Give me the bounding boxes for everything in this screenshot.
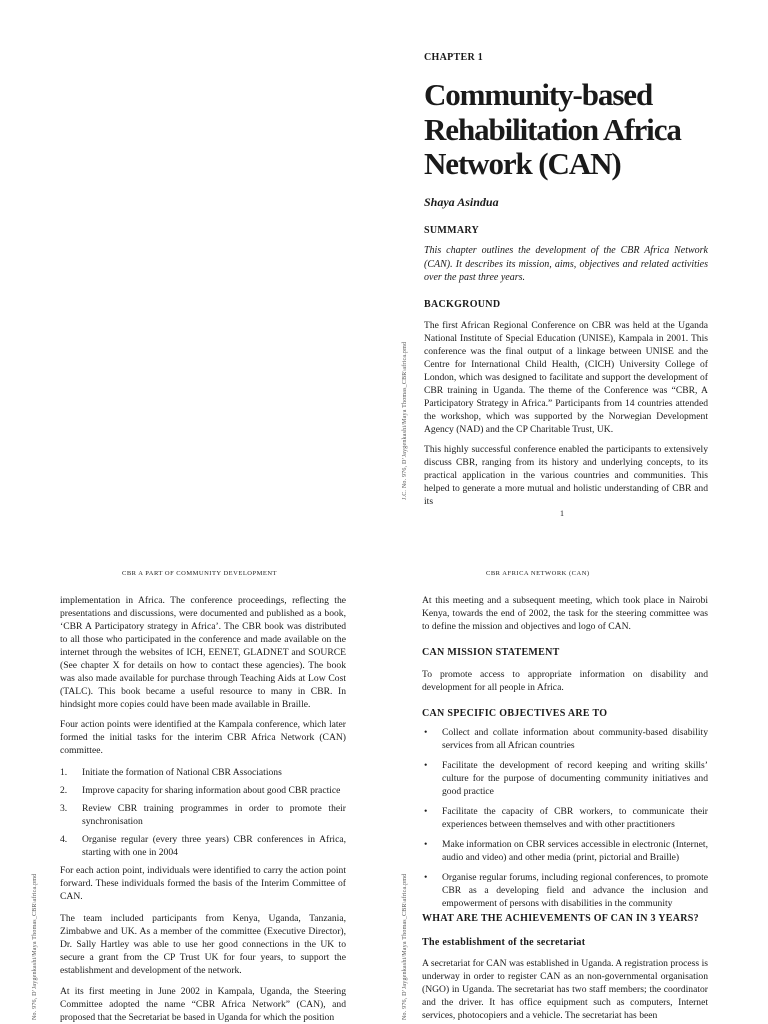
objectives-list bbox=[422, 726, 708, 917]
list-number: 1. bbox=[60, 767, 68, 778]
list-number: 2. bbox=[60, 785, 68, 796]
list-item bbox=[60, 766, 346, 779]
side-file-label-left: No. 976, D’Jaygenkashi/Maya Thomas_CBR\africa.pmd bbox=[32, 873, 38, 1020]
list-item bbox=[60, 802, 346, 828]
bullet-icon: • bbox=[424, 806, 428, 817]
list-item bbox=[422, 838, 708, 864]
list-item bbox=[422, 759, 708, 798]
bullet-icon: • bbox=[424, 839, 428, 850]
author-name: Shaya Asindua bbox=[424, 195, 499, 209]
summary-text: This chapter outlines the development of the CBR Africa Network (CAN). It describes its mission, aims, objectives and related activities over the past three years. bbox=[424, 245, 708, 283]
action-points-list bbox=[60, 766, 346, 864]
summary-heading: SUMMARY bbox=[424, 225, 480, 236]
list-item bbox=[422, 726, 708, 752]
left-paragraph-5: At its first meeting in June 2002 in Kampala, Uganda, the Steering Committee adopted the name “CBR Africa Network” (CAN), and proposed that the Secretariat be based in Uganda for which the position bbox=[60, 986, 346, 1023]
list-text: Organise regular forums, including regional conferences, to promote CBR as a developing field and advance the inclusion and empowerment of persons with disabilities in the community bbox=[442, 872, 708, 909]
list-text: Facilitate the development of record keeping and writing skills’ culture for the purpose of documenting community initiatives and good practice bbox=[442, 760, 708, 797]
left-paragraph-3: For each action point, individuals were identified to carry the action point forward. These individuals formed the basis of the Interim Committee of CAN. bbox=[60, 865, 346, 902]
left-paragraph-2: Four action points were identified at the Kampala conference, which later formed the initial tasks for the interim CBR Africa Network (CAN) committee. bbox=[60, 719, 346, 756]
background-paragraph-1: The first African Regional Conference on CBR was held at the Uganda National Institute of Special Education (UNISE), Kampala in 2001. This conference was the final output of a linkage between UNISE and the Centre for International Child Health, (CICH) University College of London, which was designed to facilitate and support the development of CBR training in Uganda. The theme of the Conference was “CBR, A Participatory Strategy in Africa.” Participants from 14 countries attended the workshop, which was supported by the Norwegian Development Agency (NAD) and the CP Charitable Trust, UK. bbox=[424, 320, 708, 435]
background-paragraph-2: This highly successful conference enabled the participants to extensively discuss CBR, ranging from its history and underlying concepts, to its practical application in the various countries and communities. This helped to generate a more mutual and holistic understanding of CBR and its bbox=[424, 444, 708, 507]
list-text: Improve capacity for sharing information about good CBR practice bbox=[82, 785, 341, 796]
list-item bbox=[422, 805, 708, 831]
title-line-3: Network (CAN) bbox=[424, 146, 621, 181]
list-item bbox=[422, 871, 708, 910]
list-text: Collect and collate information about community-based disability services from all African countries bbox=[442, 727, 708, 751]
list-number: 3. bbox=[60, 803, 68, 814]
list-text: Organise regular (every three years) CBR conferences in Africa, starting with one in 2004 bbox=[82, 834, 346, 858]
left-paragraph-4: The team included participants from Kenya, Uganda, Tanzania, Zimbabwe and UK. As a member of the committee (Executive Director), Dr. Sally Hartley was able to use her good connections in the UK to secure a grant from the CP Trust UK for four years, to support the establishment and development of the network. bbox=[60, 913, 346, 976]
list-text: Review CBR training programmes in order to promote their synchronisation bbox=[82, 803, 346, 827]
background-heading: BACKGROUND bbox=[424, 299, 501, 310]
chapter-label: CHAPTER 1 bbox=[424, 52, 484, 63]
bullet-icon: • bbox=[424, 727, 428, 738]
list-number: 4. bbox=[60, 834, 68, 845]
left-paragraph-1: implementation in Africa. The conference proceedings, reflecting the presentations and discussions, were documented and published as a book, ‘CBR A Participatory strategy in Africa’. The CBR book was distributed to all those who participated in the conference and made available on the internet through the websites of ICH, EENET, GLADNET and SOURCE (See chapter X for details on how to contact these agencies). The book was also made available for purchase through Teaching Aids at Low Cost (TALC). This book became a useful resource to many in CBR. In hindsight more copies could have been made available in Braille. bbox=[60, 595, 346, 710]
title-line-1: Community-based bbox=[424, 77, 653, 112]
secretariat-heading: The establishment of the secretariat bbox=[422, 937, 586, 948]
mission-text: To promote access to appropriate information on disability and development for all people in Africa. bbox=[422, 669, 708, 693]
side-file-label-right: No. 976, D’Jaygenkashi/Maya Thomas_CBR\africa.pmd bbox=[402, 873, 408, 1020]
bullet-icon: • bbox=[424, 760, 428, 771]
list-item bbox=[60, 833, 346, 859]
running-head-right: CBR AFRICA NETWORK (CAN) bbox=[486, 570, 590, 577]
right-paragraph-1: At this meeting and a subsequent meeting, which took place in Nairobi Kenya, towards the end of 2002, the task for the steering committee was to define the mission and objectives and logo of CAN. bbox=[422, 595, 708, 632]
title-line-2: Rehabilitation Africa bbox=[424, 111, 681, 147]
objectives-heading: CAN SPECIFIC OBJECTIVES ARE TO bbox=[422, 708, 608, 719]
mission-heading: CAN MISSION STATEMENT bbox=[422, 647, 560, 658]
chapter-title bbox=[424, 78, 754, 182]
page-number: 1 bbox=[560, 509, 564, 518]
list-text: Facilitate the capacity of CBR workers, to communicate their experiences between themselves and with other practitioners bbox=[442, 806, 708, 830]
achievements-heading: WHAT ARE THE ACHIEVEMENTS OF CAN IN 3 YEARS? bbox=[422, 913, 699, 924]
bullet-icon: • bbox=[424, 872, 428, 883]
list-text: Initiate the formation of National CBR Associations bbox=[82, 767, 282, 778]
secretariat-text: A secretariat for CAN was established in Uganda. A registration process is underway in order to register CAN as an non-governmental organisation (NGO) in Uganda. The secretariat has two staff members; the coordinator and the driver. It has office equipment such as computers, Internet services, photocopiers and a vehicle. The secretariat has been bbox=[422, 958, 708, 1021]
list-item bbox=[60, 784, 346, 797]
side-file-label-top: J.C. No. 976, D’Jaygenkashi/Maya Thomas_CBR\africa.pmd bbox=[402, 341, 408, 500]
list-text: Make information on CBR services accessible in electronic (Internet, audio and video) and other media (print, pictorial and Braille) bbox=[442, 839, 708, 863]
running-head-left: CBR A PART OF COMMUNITY DEVELOPMENT bbox=[122, 570, 278, 577]
